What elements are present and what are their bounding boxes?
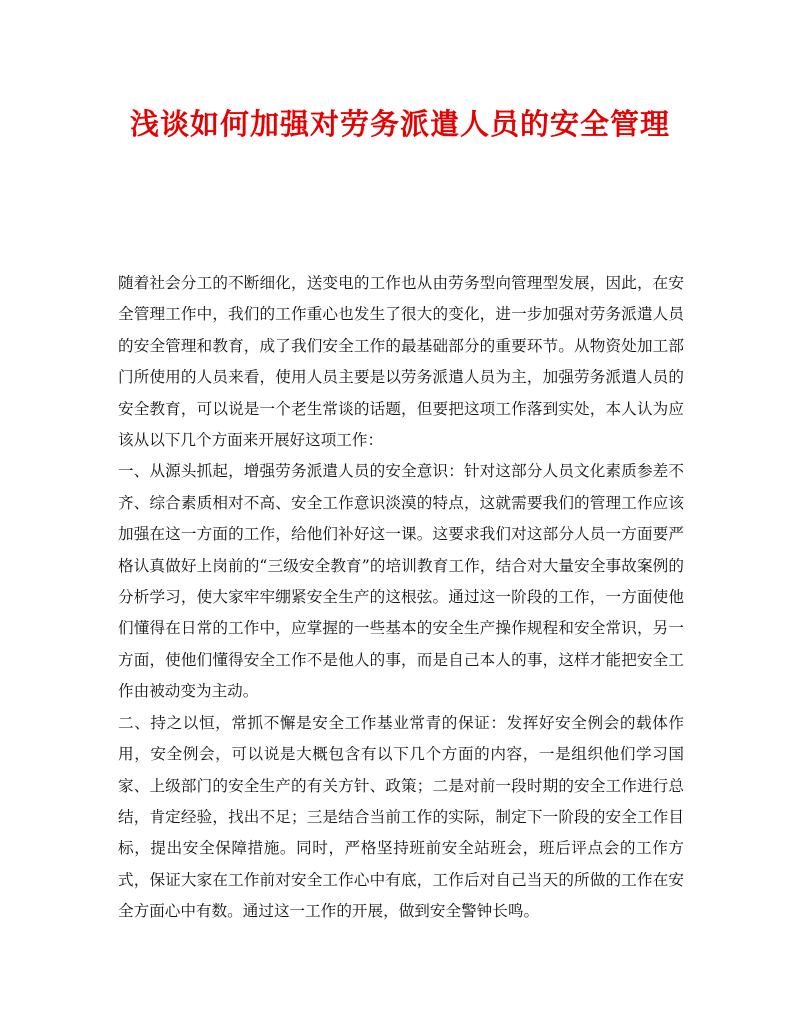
paragraph-section-one: 一、从源头抓起，增强劳务派遣人员的安全意识：针对这部分人员文化素质参差不齐、综合素质相对不高、安全工作意识淡漠的特点，这就需要我们的管理工作应该加强在这一方面的工作，给他们补好这一课。这要求我们对这部分人员一方面要严格认真做好上岗前的“三级安全教育”的培训教育工作，结合对大量安全事故案例的分析学习，使大家牢牢绷紧安全生产的这根弦。通过这一阶段的工作，一方面使他们懂得在日常的工作中，应掌握的一些基本的安全生产操作规程和安全常识，另一方面，使他们懂得安全工作不是他人的事，而是自己本人的事，这样才能把安全工作由被动变为主动。 bbox=[118, 462, 684, 701]
document-body bbox=[118, 268, 684, 928]
paragraph-section-two: 二、持之以恒，常抓不懈是安全工作基业常青的保证：发挥好安全例会的载体作用，安全例会，可以说是大概包含有以下几个方面的内容，一是组织他们学习国家、上级部门的安全生产的有关方针、政策；二是对前一段时期的安全工作进行总结，肯定经验，找出不足；三是结合当前工作的实际，制定下一阶段的安全工作目标，提出安全保障措施。同时，严格坚持班前安全站班会，班后评点会的工作方式，保证大家在工作前对安全工作心中有底，工作后对自己当天的所做的工作在安全方面心中有数。通过这一工作的开展，做到安全警钟长鸣。 bbox=[118, 713, 684, 921]
paragraph-intro: 随着社会分工的不断细化，送变电的工作也从由劳务型向管理型发展，因此，在安全管理工作中，我们的工作重心也发生了很大的变化，进一步加强对劳务派遣人员的安全管理和教育，成了我们安全工作的最基础部分的重要环节。从物资处加工部门所使用的人员来看，使用人员主要是以劳务派遣人员为主，加强劳务派遣人员的安全教育，可以说是一个老生常谈的话题，但要把这项工作落到实处，本人认为应该从以下几个方面来开展好这项工作： bbox=[118, 274, 684, 450]
document-title: 浅谈如何加强对劳务派遣人员的安全管理 bbox=[129, 107, 670, 141]
